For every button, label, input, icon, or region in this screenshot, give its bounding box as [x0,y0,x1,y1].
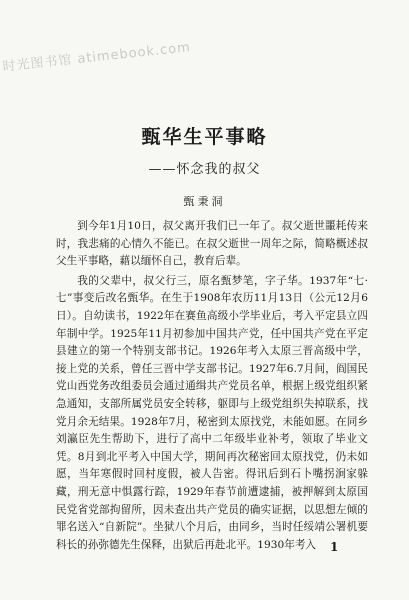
watermark-text: 时光图书馆 atimebook.com [1,40,192,75]
article-subtitle: ——怀念我的叔父 [148,162,261,177]
paragraph-biography: 我的父辈中，叔父行三，原名甄梦笔，字子华。1937年“七·七”事变后改名甄华。在生于1908年农历11月13日（公元12月6日）。自幼读书，1922年在赛鱼高级小学毕业后，考入平定县立四年制中学。1925年11月初参加中国共产党，任中国共产党在平定县建立的第一个特别支部书记。1926年考入太原三晋高级中学，接上党的关系，曾任三晋中学支部书记。1927年6.7月间，阎国民党山西党务改组委员会通过通缉共产党员名单，根据上级党组织紧急通知，支部所属党员安全转移，躯即与上级党组织失掉联系，找党月余无结果。1928年7月，秘密到太原找党，未能如愿。在同乡刘瀛臣先生帮助下，进行了高中二年级毕业补考，领取了毕业文凭。8月到北平考入中国大学，期间再次秘密回太原找党，仍未如愿，当年寒假时回村度假，被人告密。得讯后到石卜嘴拐涧家躲藏，刑无意中惧露行踪，1929年春节前遭逮捕，被押解到太原国民党省党部拘留所，因未查出共产党员的确实证据，以思想左倾的罪名送入“自新院”。坐狱八个月后，由同乡，当时任绥靖公署机要科长的孙弥德先生保释，出狱后再赴北平。1930年考入 [56,274,368,551]
article-author: 甄秉洞 [183,195,226,208]
paragraph-intro: 到今年1月10日，叔父离开我们已一年了。叔父逝世噩耗传来时，我悲痛的心情久不能已。在叔父逝世一周年之际，简略概述叔父生平事略，藉以缅怀自己，教育后辈。 [56,220,368,268]
article-body [56,218,368,554]
article-title: 甄华生平事略 [141,126,268,148]
page-number: 1 [330,540,339,554]
